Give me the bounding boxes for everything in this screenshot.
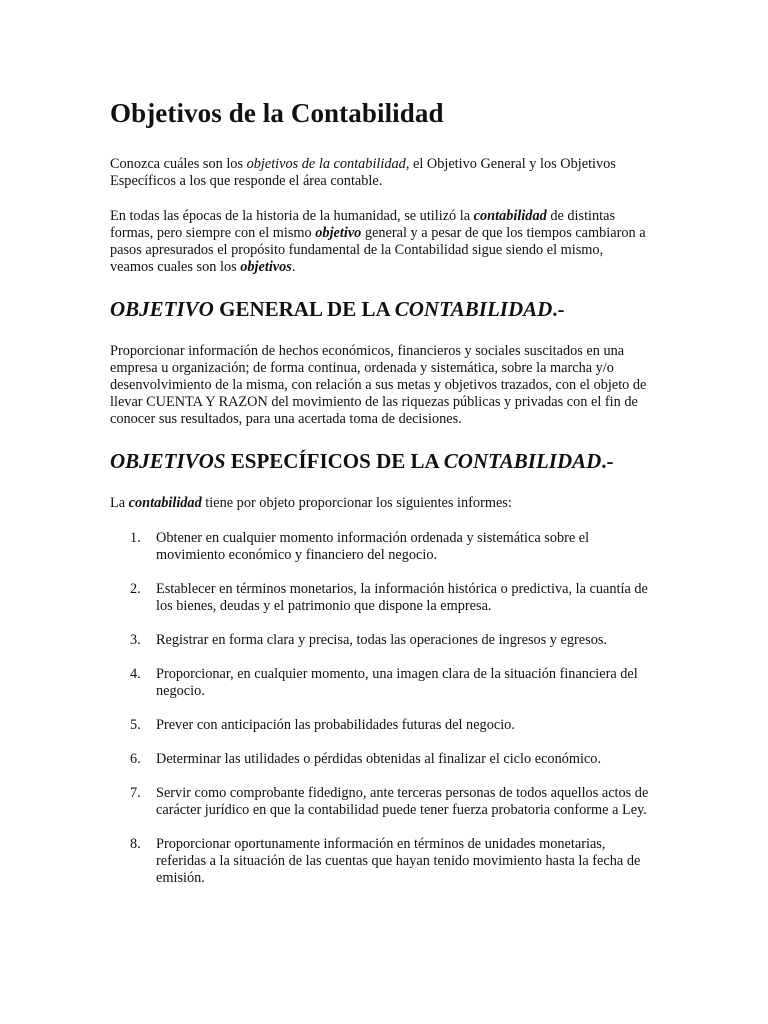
list-item-text: Prever con anticipación las probabilidades futuras del negocio. (156, 717, 515, 733)
list-item (110, 581, 650, 615)
page-title: Objetivos de la Contabilidad (110, 98, 444, 128)
document-body (110, 96, 650, 904)
specific-heading-em-2: CONTABILIDAD (443, 449, 602, 473)
history-text-4: . (291, 259, 296, 275)
intro-emphasis: objetivos de la contabilidad (246, 156, 406, 172)
list-item-number: 6. (130, 751, 141, 767)
list-item-number: 2. (130, 581, 141, 597)
specific-heading-text-2: .- (601, 449, 614, 473)
list-item-text: Establecer en términos monetarios, la información histórica o predictiva, la cuantía de los bienes, deudas y el patrimonio que dispone la empresa. (156, 581, 648, 614)
intro-paragraph (110, 156, 650, 190)
list-item (110, 530, 650, 564)
list-item (110, 632, 650, 649)
list-item-text: Servir como comprobante fidedigno, ante terceras personas de todos aquellos actos de carácter jurídico en que la contabilidad puede tener fuerza probatoria conforme a Ley. (156, 785, 649, 818)
list-item-number: 7. (130, 785, 141, 801)
list-item (110, 785, 650, 819)
history-bold-2: objetivo (315, 225, 362, 241)
list-item-number: 5. (130, 717, 141, 733)
list-item-text: Proporcionar oportunamente información en términos de unidades monetarias, referidas a la situación de las cuentas que hayan tenido movimiento hasta la fecha de emisión. (156, 836, 641, 886)
list-item (110, 717, 650, 734)
specific-objectives-list (110, 530, 650, 887)
list-item (110, 666, 650, 700)
list-intro-text-2: tiene por objeto proporcionar los siguientes informes: (201, 495, 512, 511)
history-text-1: En todas las épocas de la historia de la humanidad, se utilizó la (110, 208, 474, 224)
general-objective-text: Proporcionar información de hechos económicos, financieros y sociales suscitados en una empresa u organización; de forma continua, ordenada y sistemática, sobre la marcha y/o desenvolvimiento de la misma, con relación a sus metas y objetivos trazados, con el objeto de llevar CUENTA Y RAZON del movimiento de las riquezas públicas y privadas con el fin de conocer sus resultados, para una acertada toma de decisiones. (110, 343, 647, 427)
general-objective-heading (110, 294, 650, 325)
list-item-text: Determinar las utilidades o pérdidas obtenidas al finalizar el ciclo económico. (156, 751, 602, 767)
specific-objectives-heading (110, 446, 650, 477)
history-text-3: general y a pesar de que los tiempos cambiaron a pasos apresurados el propósito fundamental de la Contabilidad sigue siendo el mismo, veamos cuales son los (110, 225, 646, 275)
list-item-text: Proporcionar, en cualquier momento, una imagen clara de la situación financiera del negocio. (156, 666, 638, 699)
history-bold-3: objetivos (240, 259, 292, 275)
list-item-text: Obtener en cualquier momento información ordenada y sistemática sobre el movimiento económico y financiero del negocio. (156, 530, 590, 563)
list-intro-bold: contabilidad (128, 495, 202, 511)
list-intro-text-1: La (110, 495, 129, 511)
general-heading-em-2: CONTABILIDAD (394, 297, 553, 321)
general-heading-text-2: .- (552, 297, 565, 321)
general-heading-em-1: OBJETIVO (110, 297, 214, 321)
list-item-number: 8. (130, 836, 141, 852)
list-item-text: Registrar en forma clara y precisa, todas las operaciones de ingresos y egresos. (156, 632, 607, 648)
list-item-number: 4. (130, 666, 141, 682)
intro-text-1: Conozca cuáles son los (110, 156, 247, 172)
specific-heading-text-1: ESPECÍFICOS DE LA (225, 449, 444, 473)
history-paragraph (110, 208, 650, 276)
list-item (110, 836, 650, 887)
history-bold-1: contabilidad (473, 208, 547, 224)
general-heading-text-1: GENERAL DE LA (213, 297, 395, 321)
list-intro-paragraph (110, 495, 650, 512)
history-text-2: de distintas formas, pero siempre con el mismo (110, 208, 616, 241)
list-item-number: 3. (130, 632, 141, 648)
list-item (110, 751, 650, 768)
specific-heading-em-1: OBJETIVOS (110, 449, 226, 473)
intro-text-2: , el Objetivo General y los Objetivos Específicos a los que responde el área contable. (110, 156, 616, 189)
list-item-number: 1. (130, 530, 141, 546)
